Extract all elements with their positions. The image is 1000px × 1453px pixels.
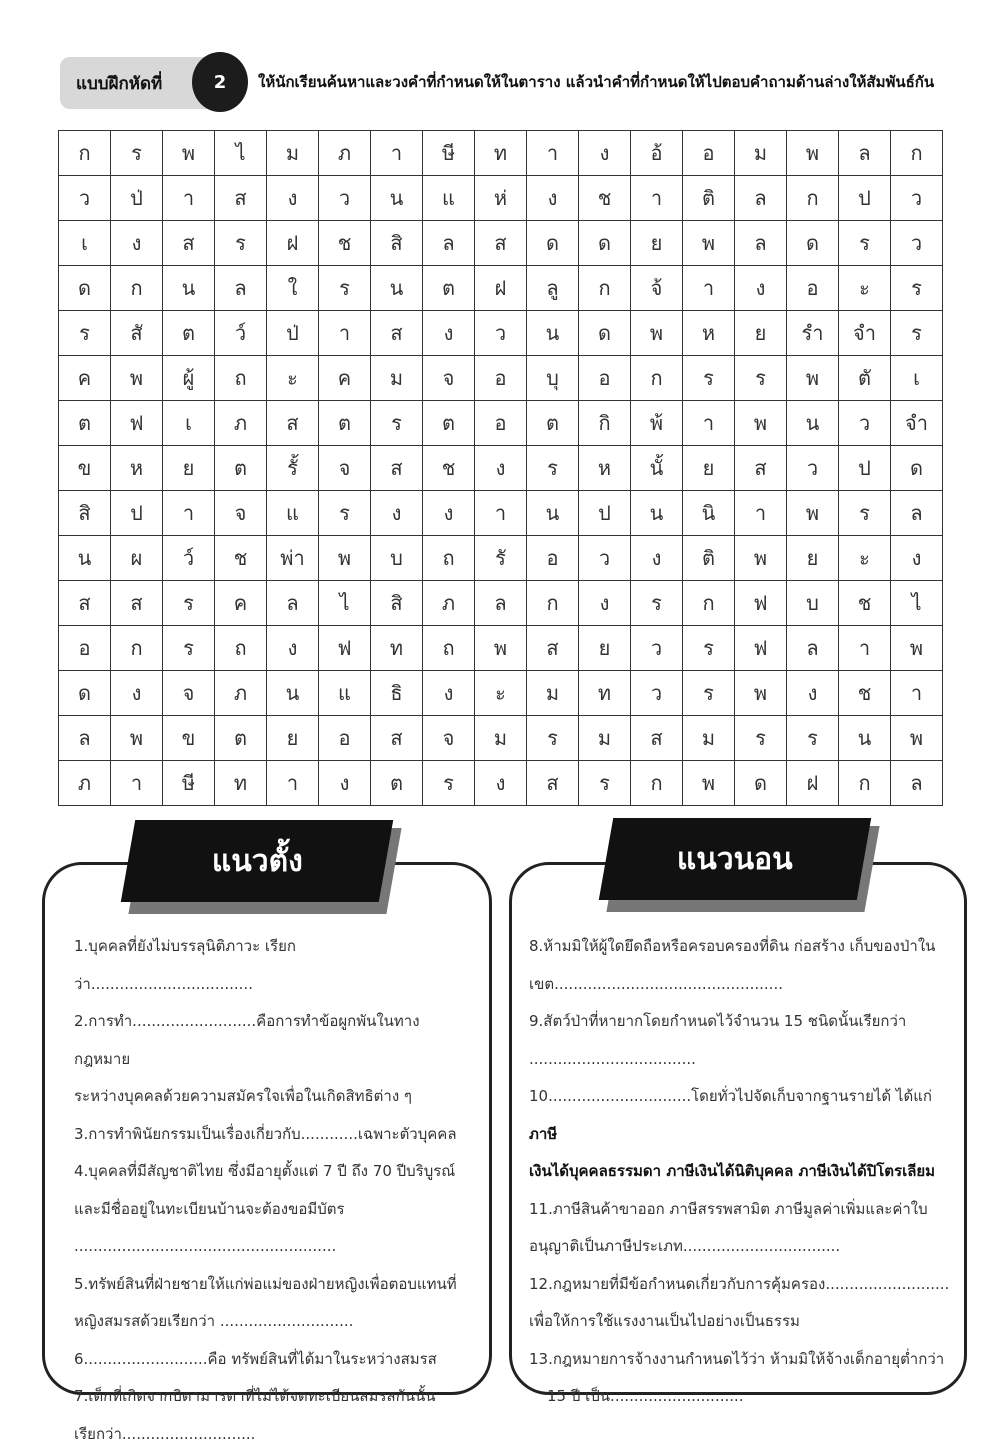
- grid-cell[interactable]: ร: [839, 491, 891, 536]
- vertical-tab: [121, 820, 393, 902]
- grid-cell[interactable]: เ: [59, 221, 111, 266]
- grid-cell[interactable]: ก: [527, 581, 579, 626]
- grid-cell[interactable]: ล: [839, 131, 891, 176]
- grid-cell[interactable]: ต: [59, 401, 111, 446]
- grid-cell[interactable]: ว: [631, 626, 683, 671]
- grid-cell[interactable]: ะ: [475, 671, 527, 716]
- grid-cell[interactable]: า: [527, 131, 579, 176]
- grid-cell[interactable]: อ: [475, 356, 527, 401]
- grid-cell[interactable]: ร: [839, 221, 891, 266]
- grid-cell[interactable]: สั: [111, 311, 163, 356]
- grid-cell[interactable]: ง: [111, 671, 163, 716]
- grid-cell[interactable]: ส: [215, 176, 267, 221]
- grid-cell[interactable]: ก: [839, 761, 891, 806]
- grid-cell[interactable]: รั: [475, 536, 527, 581]
- grid-cell[interactable]: อ้: [631, 131, 683, 176]
- grid-cell[interactable]: ง: [579, 581, 631, 626]
- grid-cell[interactable]: ษี: [163, 761, 215, 806]
- grid-cell[interactable]: า: [163, 176, 215, 221]
- grid-cell[interactable]: ภ: [319, 131, 371, 176]
- grid-cell[interactable]: ด: [527, 221, 579, 266]
- grid-cell[interactable]: ย: [683, 446, 735, 491]
- grid-cell[interactable]: ร: [527, 716, 579, 761]
- grid-cell[interactable]: ถ: [215, 626, 267, 671]
- grid-cell[interactable]: ช: [839, 671, 891, 716]
- grid-cell[interactable]: ร: [891, 266, 943, 311]
- question-8-line-1: 8.ห้ามมิให้ผู้ใดยึดถือหรือครอบครองที่ดิน ก่อสร้าง เก็บของป่าใน: [529, 928, 955, 966]
- grid-cell[interactable]: า: [683, 266, 735, 311]
- question-12-line-1: 12.กฎหมายที่มีข้อกำหนดเกี่ยวกับการคุ้มครอง..........................: [529, 1266, 955, 1304]
- grid-cell[interactable]: ด: [891, 446, 943, 491]
- grid-cell[interactable]: า: [371, 131, 423, 176]
- grid-cell[interactable]: น: [839, 716, 891, 761]
- grid-cell[interactable]: ล: [787, 626, 839, 671]
- grid-cell[interactable]: ท: [371, 626, 423, 671]
- grid-cell[interactable]: ง: [475, 761, 527, 806]
- grid-cell[interactable]: พ: [735, 671, 787, 716]
- grid-cell[interactable]: ผู้: [163, 356, 215, 401]
- grid-cell[interactable]: ง: [371, 491, 423, 536]
- grid-cell[interactable]: า: [735, 491, 787, 536]
- grid-cell[interactable]: ง: [423, 491, 475, 536]
- grid-cell[interactable]: ฝ: [475, 266, 527, 311]
- grid-cell[interactable]: ฟ: [735, 626, 787, 671]
- grid-cell[interactable]: อ: [319, 716, 371, 761]
- grid-cell[interactable]: จ้: [631, 266, 683, 311]
- grid-cell[interactable]: ต: [215, 446, 267, 491]
- grid-cell[interactable]: ม: [527, 671, 579, 716]
- grid-cell[interactable]: ง: [891, 536, 943, 581]
- grid-cell[interactable]: ช: [215, 536, 267, 581]
- grid-cell[interactable]: ท: [475, 131, 527, 176]
- grid-cell[interactable]: ก: [579, 266, 631, 311]
- grid-cell[interactable]: ย: [631, 221, 683, 266]
- grid-cell[interactable]: ฟ: [735, 581, 787, 626]
- grid-cell[interactable]: จ: [163, 671, 215, 716]
- grid-cell[interactable]: ฝ: [787, 761, 839, 806]
- grid-cell[interactable]: ว: [891, 176, 943, 221]
- grid-cell[interactable]: ล: [891, 491, 943, 536]
- grid-cell[interactable]: จ: [215, 491, 267, 536]
- grid-cell[interactable]: ก: [891, 131, 943, 176]
- grid-cell[interactable]: ส: [371, 311, 423, 356]
- grid-cell[interactable]: จำ: [839, 311, 891, 356]
- grid-cell[interactable]: ง: [267, 626, 319, 671]
- grid-cell[interactable]: ร: [111, 131, 163, 176]
- question-13-line-2: 15 ปี เป็น............................: [529, 1378, 955, 1416]
- grid-cell[interactable]: ส: [631, 716, 683, 761]
- question-1: 1.บุคคลที่ยังไม่บรรลุนิติภาวะ เรียกว่า..................................: [74, 928, 474, 1003]
- question-11-line-2: อนุญาติเป็นภาษีประเภท.................................: [529, 1228, 955, 1266]
- grid-cell[interactable]: พ้: [631, 401, 683, 446]
- grid-cell[interactable]: ม: [371, 356, 423, 401]
- grid-cell[interactable]: น: [787, 401, 839, 446]
- grid-cell[interactable]: ง: [423, 671, 475, 716]
- grid-cell[interactable]: กิ: [579, 401, 631, 446]
- question-9-line-2: ...................................: [529, 1041, 955, 1079]
- grid-cell[interactable]: ก: [683, 581, 735, 626]
- grid-cell[interactable]: พ: [631, 311, 683, 356]
- grid-cell[interactable]: ล: [891, 761, 943, 806]
- grid-cell[interactable]: ไ: [891, 581, 943, 626]
- grid-cell[interactable]: พ: [735, 536, 787, 581]
- grid-cell[interactable]: ธิ: [371, 671, 423, 716]
- exercise-label-text: แบบฝึกหัดที่: [76, 70, 162, 97]
- grid-cell[interactable]: ถ: [423, 626, 475, 671]
- grid-cell[interactable]: ไ: [215, 131, 267, 176]
- grid-cell[interactable]: อ: [475, 401, 527, 446]
- grid-cell[interactable]: พ: [111, 356, 163, 401]
- grid-cell[interactable]: ป: [839, 446, 891, 491]
- grid-cell[interactable]: ท: [579, 671, 631, 716]
- grid-cell[interactable]: พ: [891, 716, 943, 761]
- grid-cell[interactable]: ต: [215, 716, 267, 761]
- grid-cell[interactable]: ภ: [215, 671, 267, 716]
- grid-cell[interactable]: ส: [475, 221, 527, 266]
- grid-cell[interactable]: ม: [735, 131, 787, 176]
- grid-cell[interactable]: ว: [475, 311, 527, 356]
- question-3: 3.การทำพินัยกรรมเป็นเรื่องเกี่ยวกับ............เฉพาะตัวบุคคล: [74, 1116, 474, 1154]
- question-12-line-2: เพื่อให้การใช้แรงงานเป็นไปอย่างเป็นธรรม: [529, 1303, 955, 1341]
- grid-cell[interactable]: ร: [683, 671, 735, 716]
- grid-cell[interactable]: แ: [267, 491, 319, 536]
- grid-cell[interactable]: ร: [631, 581, 683, 626]
- grid-cell[interactable]: า: [839, 626, 891, 671]
- grid-cell[interactable]: บุ: [527, 356, 579, 401]
- grid-cell[interactable]: น: [631, 491, 683, 536]
- question-2-line-1: 2.การทำ..........................คือการทำข้อผูกพันในทางกฎหมาย: [74, 1003, 474, 1078]
- grid-cell[interactable]: พ: [787, 491, 839, 536]
- grid-cell[interactable]: ร: [683, 356, 735, 401]
- grid-cell[interactable]: เ: [891, 356, 943, 401]
- grid-cell[interactable]: จำ: [891, 401, 943, 446]
- question-9-line-1: 9.สัตว์ป่าที่หายากโดยกำหนดไว้จำนวน 15 ชนิดนั้นเรียกว่า: [529, 1003, 955, 1041]
- grid-cell[interactable]: ย: [163, 446, 215, 491]
- grid-cell[interactable]: ง: [267, 176, 319, 221]
- grid-cell[interactable]: อ: [59, 626, 111, 671]
- grid-cell[interactable]: ก: [111, 266, 163, 311]
- grid-cell[interactable]: ช: [423, 446, 475, 491]
- grid-cell[interactable]: า: [475, 491, 527, 536]
- grid-cell[interactable]: รั้: [267, 446, 319, 491]
- grid-cell[interactable]: ม: [579, 716, 631, 761]
- grid-cell[interactable]: ว: [631, 671, 683, 716]
- grid-cell[interactable]: ภ: [423, 581, 475, 626]
- grid-cell[interactable]: ข: [59, 446, 111, 491]
- grid-cell[interactable]: ต: [527, 401, 579, 446]
- grid-cell[interactable]: ข: [163, 716, 215, 761]
- grid-cell[interactable]: ภ: [215, 401, 267, 446]
- grid-cell[interactable]: ส: [371, 446, 423, 491]
- grid-cell[interactable]: ร: [527, 446, 579, 491]
- grid-cell[interactable]: ง: [631, 536, 683, 581]
- grid-cell[interactable]: ค: [59, 356, 111, 401]
- grid-cell[interactable]: ด: [579, 221, 631, 266]
- grid-cell[interactable]: พ: [787, 131, 839, 176]
- grid-cell[interactable]: ง: [475, 446, 527, 491]
- grid-cell[interactable]: จ: [423, 716, 475, 761]
- grid-cell[interactable]: ง: [735, 266, 787, 311]
- grid-cell[interactable]: แ: [319, 671, 371, 716]
- grid-cell[interactable]: ส: [267, 401, 319, 446]
- grid-cell[interactable]: ห่: [475, 176, 527, 221]
- grid-cell[interactable]: ส: [111, 581, 163, 626]
- grid-cell[interactable]: บ: [787, 581, 839, 626]
- grid-cell[interactable]: า: [891, 671, 943, 716]
- grid-cell[interactable]: ล: [475, 581, 527, 626]
- grid-cell[interactable]: พ: [787, 356, 839, 401]
- grid-cell[interactable]: พ: [891, 626, 943, 671]
- grid-cell[interactable]: น: [59, 536, 111, 581]
- grid-cell[interactable]: ฟ: [319, 626, 371, 671]
- grid-cell[interactable]: ะ: [839, 536, 891, 581]
- horizontal-questions: [529, 928, 955, 1416]
- grid-cell[interactable]: ร: [371, 401, 423, 446]
- grid-cell[interactable]: ส: [527, 761, 579, 806]
- grid-cell[interactable]: ร: [215, 221, 267, 266]
- grid-cell[interactable]: ติ: [683, 176, 735, 221]
- grid-cell[interactable]: สิ: [371, 221, 423, 266]
- grid-cell[interactable]: ก: [631, 356, 683, 401]
- grid-cell[interactable]: ผ: [111, 536, 163, 581]
- grid-cell[interactable]: ว: [787, 446, 839, 491]
- horizontal-tab: [599, 818, 871, 900]
- grid-cell[interactable]: า: [111, 761, 163, 806]
- grid-cell[interactable]: ส: [371, 716, 423, 761]
- grid-cell[interactable]: พ: [683, 761, 735, 806]
- grid-cell[interactable]: ด: [59, 266, 111, 311]
- grid-cell[interactable]: ก: [111, 626, 163, 671]
- grid-cell[interactable]: น: [371, 176, 423, 221]
- grid-cell[interactable]: ร: [735, 716, 787, 761]
- grid-cell[interactable]: ว: [839, 401, 891, 446]
- grid-cell[interactable]: พ: [475, 626, 527, 671]
- grid-cell[interactable]: ล: [735, 221, 787, 266]
- grid-cell[interactable]: ต: [163, 311, 215, 356]
- question-13-line-1: 13.กฎหมายการจ้างงานกำหนดไว้ว่า ห้ามมิให้จ้างเด็กอายุต่ำกว่า: [529, 1341, 955, 1379]
- question-2-line-2: ระหว่างบุคคลด้วยความสมัครใจเพื่อในเกิดสิทธิต่าง ๆ: [74, 1078, 474, 1116]
- word-search-grid: [58, 130, 943, 806]
- grid-cell[interactable]: ล: [423, 221, 475, 266]
- grid-cell[interactable]: ด: [735, 761, 787, 806]
- grid-cell[interactable]: ต: [423, 266, 475, 311]
- grid-cell[interactable]: า: [683, 401, 735, 446]
- grid-cell[interactable]: ด: [787, 221, 839, 266]
- grid-cell[interactable]: ห: [683, 311, 735, 356]
- grid-cell[interactable]: ว: [579, 536, 631, 581]
- question-11-line-1: 11.ภาษีสินค้าขาออก ภาษีสรรพสามิต ภาษีมูลค่าเพิ่มและค่าใบ: [529, 1191, 955, 1229]
- grid-cell[interactable]: ล: [735, 176, 787, 221]
- grid-cell[interactable]: ต: [423, 401, 475, 446]
- grid-cell[interactable]: ษี: [423, 131, 475, 176]
- grid-cell[interactable]: ต: [371, 761, 423, 806]
- grid-cell[interactable]: ก: [59, 131, 111, 176]
- grid-cell[interactable]: ด: [579, 311, 631, 356]
- question-10-bold: ภาษี: [529, 1125, 557, 1143]
- grid-cell[interactable]: ง: [527, 176, 579, 221]
- grid-cell[interactable]: ช: [579, 176, 631, 221]
- question-5-line-1: 5.ทรัพย์สินที่ฝ่ายชายให้แก่พ่อแม่ของฝ่ายหญิงเพื่อตอบแทนที่: [74, 1266, 474, 1304]
- grid-cell[interactable]: ส: [163, 221, 215, 266]
- grid-cell[interactable]: ม: [475, 716, 527, 761]
- grid-cell[interactable]: ว: [59, 176, 111, 221]
- question-10-line-1: [529, 1078, 955, 1153]
- grid-cell[interactable]: ว์: [163, 536, 215, 581]
- grid-cell[interactable]: ง: [319, 761, 371, 806]
- grid-cell[interactable]: ะ: [267, 356, 319, 401]
- grid-cell[interactable]: ส: [527, 626, 579, 671]
- grid-cell[interactable]: ท: [215, 761, 267, 806]
- grid-cell[interactable]: ภ: [59, 761, 111, 806]
- grid-cell[interactable]: ง: [787, 671, 839, 716]
- grid-cell[interactable]: ส: [59, 581, 111, 626]
- grid-cell[interactable]: ง: [579, 131, 631, 176]
- grid-cell[interactable]: ร: [683, 626, 735, 671]
- grid-cell[interactable]: พ: [163, 131, 215, 176]
- grid-cell[interactable]: ร: [423, 761, 475, 806]
- grid-cell[interactable]: ส: [735, 446, 787, 491]
- grid-cell[interactable]: ว: [319, 176, 371, 221]
- grid-cell[interactable]: น: [527, 491, 579, 536]
- grid-cell[interactable]: น: [267, 671, 319, 716]
- grid-cell[interactable]: ใ: [267, 266, 319, 311]
- grid-cell[interactable]: ป: [839, 176, 891, 221]
- grid-cell[interactable]: ติ: [683, 536, 735, 581]
- grid-cell[interactable]: ล: [215, 266, 267, 311]
- vertical-questions: [74, 928, 474, 1453]
- grid-cell[interactable]: ป่: [111, 176, 163, 221]
- question-7-line-2: เรียกว่า............................: [74, 1416, 474, 1453]
- grid-cell[interactable]: ร: [59, 311, 111, 356]
- question-8-line-2: เขต................................................: [529, 966, 955, 1004]
- question-4-line-3: .......................................................: [74, 1228, 474, 1266]
- vertical-title: แนวตั้ง: [212, 838, 303, 885]
- grid-cell[interactable]: ะ: [839, 266, 891, 311]
- grid-cell[interactable]: ค: [215, 581, 267, 626]
- grid-cell[interactable]: พ: [683, 221, 735, 266]
- grid-cell[interactable]: ตั: [839, 356, 891, 401]
- question-4-line-2: และมีชื่ออยู่ในทะเบียนบ้านจะต้องขอมีบัตร: [74, 1191, 474, 1229]
- grid-cell[interactable]: ไ: [319, 581, 371, 626]
- horizontal-title: แนวนอน: [677, 836, 793, 883]
- grid-cell[interactable]: ป: [579, 491, 631, 536]
- grid-cell[interactable]: ก: [631, 761, 683, 806]
- grid-cell[interactable]: ช: [319, 221, 371, 266]
- question-7-line-1: 7.เด็กที่เกิดจากบิดามารดาที่ไม่ได้จดทะเบียนสมรสกันนั้น: [74, 1378, 474, 1416]
- grid-cell[interactable]: ล: [267, 581, 319, 626]
- grid-cell[interactable]: ย: [267, 716, 319, 761]
- grid-cell[interactable]: ว์: [215, 311, 267, 356]
- grid-cell[interactable]: ถ: [215, 356, 267, 401]
- grid-cell[interactable]: ฟ: [111, 401, 163, 446]
- grid-cell[interactable]: ห: [579, 446, 631, 491]
- grid-cell[interactable]: ว: [891, 221, 943, 266]
- grid-cell[interactable]: ป่: [267, 311, 319, 356]
- grid-cell[interactable]: ย: [787, 536, 839, 581]
- question-10-prefix: 10..............................โดยทั่วไปจัดเก็บจากฐานรายได้ ได้แก่: [529, 1087, 932, 1105]
- grid-cell[interactable]: ย: [735, 311, 787, 356]
- grid-cell[interactable]: อ: [683, 131, 735, 176]
- grid-cell[interactable]: า: [631, 176, 683, 221]
- grid-cell[interactable]: ต: [319, 401, 371, 446]
- grid-cell[interactable]: น: [163, 266, 215, 311]
- grid-cell[interactable]: พ: [319, 536, 371, 581]
- question-10-line-2: เงินได้บุคคลธรรมดา ภาษีเงินได้นิติบุคคล ภาษีเงินได้ปิโตรเลียม: [529, 1153, 955, 1191]
- grid-cell[interactable]: น: [371, 266, 423, 311]
- grid-cell[interactable]: สิ: [59, 491, 111, 536]
- grid-cell[interactable]: ร: [163, 626, 215, 671]
- grid-cell[interactable]: เ: [163, 401, 215, 446]
- grid-cell[interactable]: แ: [423, 176, 475, 221]
- question-6: 6..........................คือ ทรัพย์สินที่ได้มาในระหว่างสมรส: [74, 1341, 474, 1379]
- instruction-text: ให้นักเรียนค้นหาและวงคำที่กำหนดให้ในตาราง แล้วนำคำที่กำหนดให้ไปตอบคำถามด้านล่างให้สัมพันธ์กัน: [258, 70, 958, 94]
- grid-cell[interactable]: อ: [527, 536, 579, 581]
- grid-cell[interactable]: บ: [371, 536, 423, 581]
- grid-cell[interactable]: ช: [839, 581, 891, 626]
- grid-cell[interactable]: พ่า: [267, 536, 319, 581]
- grid-cell[interactable]: า: [319, 311, 371, 356]
- grid-cell[interactable]: อ: [579, 356, 631, 401]
- grid-cell[interactable]: ง: [111, 221, 163, 266]
- grid-cell[interactable]: ร: [891, 311, 943, 356]
- grid-cell[interactable]: ย: [579, 626, 631, 671]
- question-4-line-1: 4.บุคคลที่มีสัญชาติไทย ซึ่งมีอายุตั้งแต่ 7 ปี ถึง 70 ปีบริบูรณ์: [74, 1153, 474, 1191]
- question-5-line-2: หญิงสมรสด้วยเรียกว่า ............................: [74, 1303, 474, 1341]
- grid-cell[interactable]: รำ: [787, 311, 839, 356]
- grid-cell[interactable]: ค: [319, 356, 371, 401]
- grid-cell[interactable]: ร: [319, 266, 371, 311]
- grid-cell[interactable]: อ: [787, 266, 839, 311]
- exercise-number: 2: [214, 72, 227, 93]
- grid-cell[interactable]: ร: [319, 491, 371, 536]
- grid-cell[interactable]: ถ: [423, 536, 475, 581]
- grid-cell[interactable]: ล: [59, 716, 111, 761]
- grid-cell[interactable]: ฝ: [267, 221, 319, 266]
- grid-cell[interactable]: ร: [735, 356, 787, 401]
- grid-cell[interactable]: น: [527, 311, 579, 356]
- grid-cell[interactable]: ร: [163, 581, 215, 626]
- grid-cell[interactable]: นั้: [631, 446, 683, 491]
- grid-cell[interactable]: ลู: [527, 266, 579, 311]
- grid-cell[interactable]: พ: [735, 401, 787, 446]
- grid-cell[interactable]: จ: [423, 356, 475, 401]
- grid-cell[interactable]: ง: [423, 311, 475, 356]
- grid-cell[interactable]: ร: [787, 716, 839, 761]
- grid-cell[interactable]: นิ: [683, 491, 735, 536]
- grid-cell[interactable]: สิ: [371, 581, 423, 626]
- grid-cell[interactable]: ม: [267, 131, 319, 176]
- grid-cell[interactable]: จ: [319, 446, 371, 491]
- grid-cell[interactable]: า: [163, 491, 215, 536]
- grid-cell[interactable]: ม: [683, 716, 735, 761]
- grid-cell[interactable]: ห: [111, 446, 163, 491]
- grid-cell[interactable]: ก: [787, 176, 839, 221]
- grid-cell[interactable]: ร: [579, 761, 631, 806]
- grid-cell[interactable]: ป: [111, 491, 163, 536]
- grid-cell[interactable]: า: [267, 761, 319, 806]
- grid-cell[interactable]: ด: [59, 671, 111, 716]
- grid-cell[interactable]: พ: [111, 716, 163, 761]
- exercise-number-badge: [192, 52, 248, 112]
